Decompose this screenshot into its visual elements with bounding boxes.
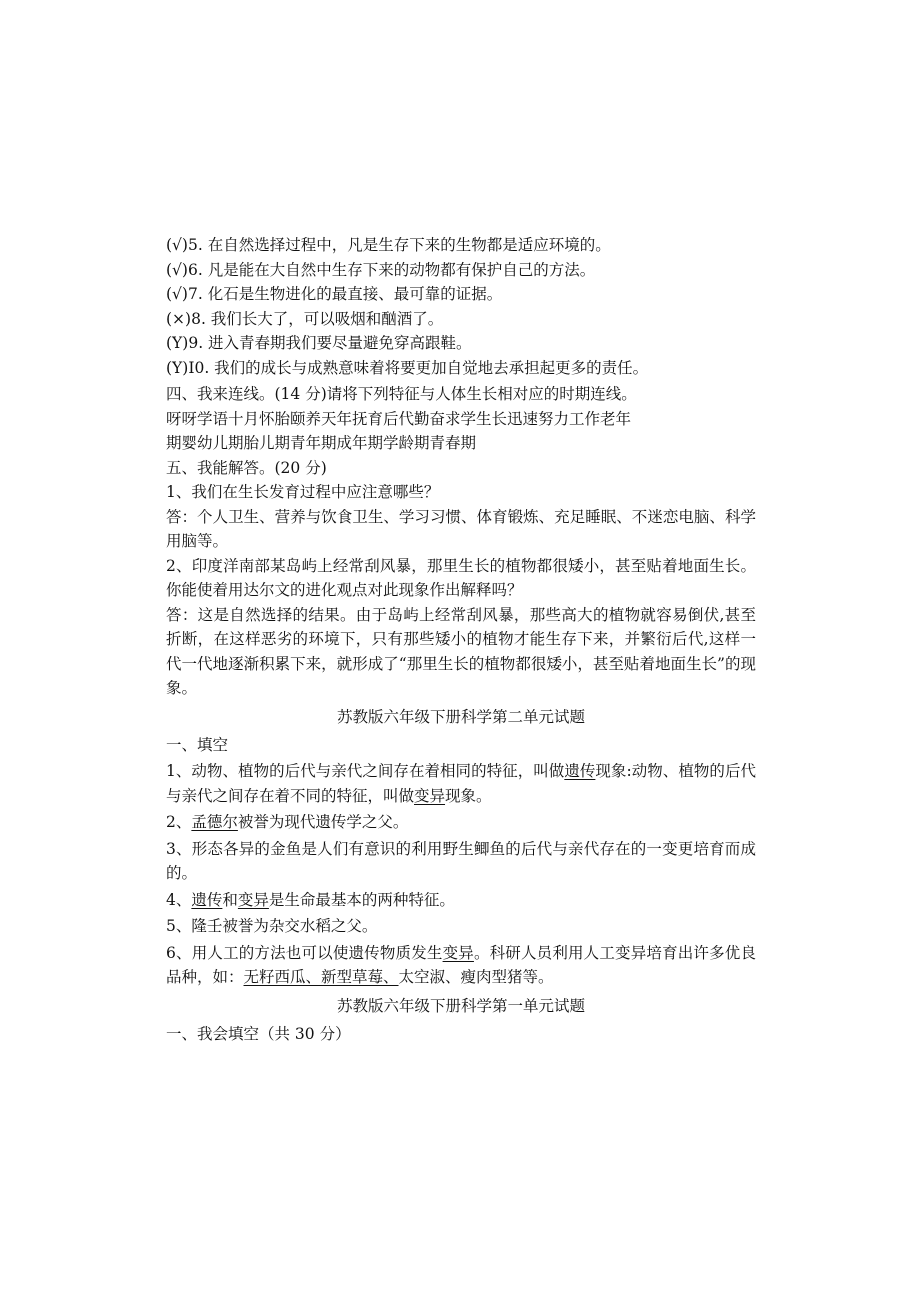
tf-mark: (√) bbox=[166, 260, 188, 279]
section5-question-2: 2、印度洋南部某岛屿上经常刮风暴，那里生长的植物都很矮小，甚至贴着地面生长。你能使着用达尔文的进化观点对此现象作出解释吗？ bbox=[166, 556, 756, 599]
answer-underline: 无籽西瓜、新型草莓、 bbox=[243, 968, 399, 986]
tf-item-6 bbox=[166, 258, 756, 283]
tf-item-8 bbox=[166, 307, 756, 332]
text-segment: 6、用人工的方法也可以使遗传物质发生 bbox=[166, 943, 443, 962]
unit2-heading: 一、填空 bbox=[166, 735, 229, 754]
section4-periods: 期婴幼儿期胎儿期青年期成年期学龄期青春期 bbox=[166, 434, 477, 452]
section5-answer-1: 答：个人卫生、营养与饮食卫生、学习习惯、体育锻炼、充足睡眠、不迷恋电脑、科学用脑等。 bbox=[166, 507, 756, 550]
unit1-title: 苏教版六年级下册科学第一单元试题 bbox=[336, 996, 585, 1015]
text-segment: 和 bbox=[222, 890, 238, 909]
unit2-item-5: 5、隆壬被誉为杂交水稻之父。 bbox=[166, 917, 378, 935]
text-segment: 被誉为现代遗传学之父。 bbox=[237, 813, 409, 831]
unit2-item-4 bbox=[166, 888, 756, 913]
tf-text: 6. 凡是能在大自然中生存下来的动物都有保护自己的方法。 bbox=[187, 260, 596, 279]
answer-underline: 孟德尔 bbox=[191, 813, 238, 831]
tf-text: I0. 我们的成长与成熟意味着将要更加自觉地去承担起更多的责任。 bbox=[188, 358, 649, 377]
unit1-heading: 一、我会填空（共 30 分） bbox=[166, 1024, 351, 1043]
text-segment: 现象:动物、植物的后代与亲代之间存在着不同的特征，叫做 bbox=[166, 762, 756, 805]
answer-underline: 变异 bbox=[442, 943, 474, 962]
section4-features: 呀呀学语十月怀胎颐养天年抚育后代勤奋求学生长迅速努力工作老年 bbox=[166, 409, 632, 428]
section5-heading: 五、我能解答。(20 分) bbox=[166, 458, 327, 477]
tf-item-9 bbox=[166, 331, 756, 356]
unit2-title: 苏教版六年级下册科学第二单元试题 bbox=[336, 707, 585, 726]
text-segment: 4、 bbox=[166, 890, 192, 909]
answer-underline: 变异 bbox=[237, 890, 269, 909]
section4-heading: 四、我来连线。(14 分)请将下列特征与人体生长相对应的时期连线。 bbox=[166, 385, 637, 403]
tf-text: 8. 我们长大了，可以吸烟和酗酒了。 bbox=[191, 309, 444, 328]
tf-mark: (√) bbox=[166, 236, 188, 254]
tf-item-10 bbox=[166, 356, 756, 381]
section5-question-1: 1、我们在生长发育过程中应注意哪些？ bbox=[166, 483, 440, 501]
text-segment: 现象。 bbox=[445, 786, 492, 805]
tf-text: 5. 在自然选择过程中，凡是生存下来的生物都是适应环境的。 bbox=[187, 236, 611, 254]
unit2-item-6 bbox=[166, 941, 756, 990]
text-segment: 太空淑、瘦肉型猪等。 bbox=[398, 968, 554, 986]
answer-underline: 遗传 bbox=[564, 762, 596, 780]
section5-answer-2: 答：这是自然选择的结果。由于岛屿上经常刮风暴，那些高大的植物就容易倒伏,甚至折断，在这样恶劣的环境下，只有那些矮小的植物才能生存下来，并繁衍后代,这样一代一代地逐渐积累下来，就形成了“那里生长的植物都很矮小，甚至贴着地面生长”的现象。 bbox=[166, 605, 756, 697]
tf-mark: (√) bbox=[166, 285, 188, 303]
text-segment: 2、 bbox=[166, 813, 192, 831]
tf-mark: (Y) bbox=[166, 334, 189, 352]
text-segment: 。科研人员利用人工变异培育出许多优良品种，如： bbox=[166, 943, 756, 986]
answer-underline: 遗传 bbox=[191, 890, 223, 909]
answer-underline: 变异 bbox=[414, 786, 446, 805]
unit2-item-1 bbox=[166, 759, 756, 808]
tf-item-5 bbox=[166, 233, 756, 258]
document-page bbox=[166, 233, 756, 1046]
unit2-item-3: 3、形态各异的金鱼是人们有意识的利用野生鲫鱼的后代与亲代存在的一变更培育而成的。 bbox=[166, 839, 756, 882]
tf-text: 9. 进入青春期我们要尽量避免穿高跟鞋。 bbox=[188, 334, 472, 352]
tf-text: 7. 化石是生物进化的最直接、最可靠的证据。 bbox=[187, 285, 503, 303]
tf-item-7 bbox=[166, 282, 756, 307]
text-segment: 是生命最基本的两种特征。 bbox=[268, 890, 455, 909]
tf-mark: (×) bbox=[166, 309, 192, 328]
unit2-item-2 bbox=[166, 810, 756, 835]
tf-mark: (Y) bbox=[166, 358, 189, 377]
text-segment: 1、动物、植物的后代与亲代之间存在着相同的特征，叫做 bbox=[166, 762, 565, 780]
